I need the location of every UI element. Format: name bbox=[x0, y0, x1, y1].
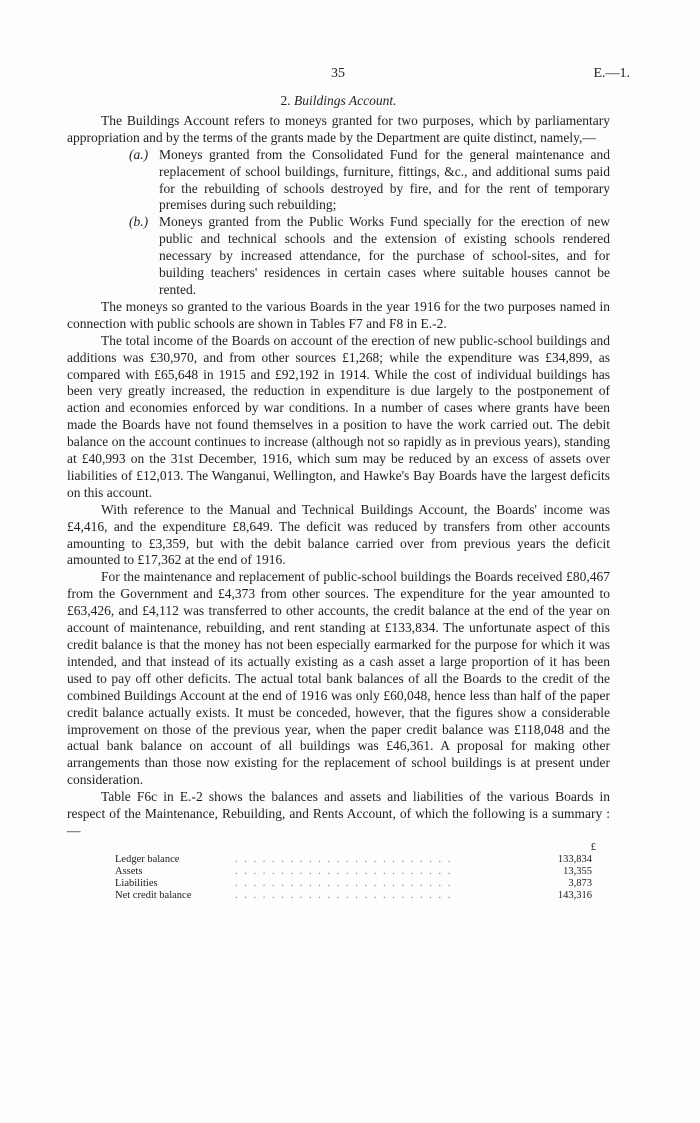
paragraph-manual-technical: With reference to the Manual and Technical Buildings Account, the Boards' income was £4,416, and the expenditure £8,649. The deficit was reduced by transfers from other accounts amounting to £3,359, but with the debit balance carried over from previous years the deficit amounted to £17,362 at the end of 1916. bbox=[67, 501, 610, 568]
list-item-a bbox=[129, 147, 610, 215]
list-marker-a: (a.) bbox=[129, 146, 149, 162]
paragraph-summary-intro: Table F6c in E.-2 shows the balances and assets and liabilities of the various Boards in respect of the Maintenance, Rebuilding, and Rents Account, of which the following is a summary :— bbox=[67, 789, 610, 838]
section-heading bbox=[67, 93, 610, 110]
summary-label: Liabilities bbox=[115, 877, 158, 889]
section-title: Buildings Account. bbox=[294, 93, 397, 108]
summary-label: Net credit balance bbox=[115, 889, 192, 901]
paragraph-intro: The Buildings Account refers to moneys granted for two purposes, which by parliamentary appropriation and by the terms of the grants made by the Department are quite distinct, namely,— bbox=[67, 112, 610, 145]
document-body bbox=[67, 93, 610, 902]
list-text-b: Moneys granted from the Public Works Fund specially for the erection of new public and technical schools and the extension of existing schools rendered necessary by increased attendance, for the purchase of school-sites, and for building teachers' residences in certain cases where suitable houses cannot be rented. bbox=[159, 214, 610, 297]
summary-row bbox=[115, 878, 610, 890]
summary-row bbox=[115, 890, 610, 902]
summary-label: Ledger balance bbox=[115, 853, 180, 865]
list-item-b bbox=[129, 214, 610, 299]
summary-value: 13,355 bbox=[563, 865, 592, 877]
list-marker-b: (b.) bbox=[129, 214, 149, 230]
leader-dots: . . . . . . . . . . . . . . . . . . . . . . . . bbox=[235, 889, 453, 901]
paragraph-new-buildings: The total income of the Boards on account of the erection of new public-school buildings and additions was £30,970, and from other sources £1,268; while the expenditure was £34,899, as compared with £65,648 in 1915 and £92,192 in 1914. While the cost of individual buildings has been very greatly increased, the reduction in expenditure is due largely to the postponement of action and economies enforced by war conditions. In a number of cases where grants have been made the Boards have not found themselves in a position to have the work carried out. The debit balance on the account continues to increase (although not so rapidly as in previous years), standing at £40,993 on the 31st December, 1916, which sum may be reduced by an excess of assets over liabilities of £12,013. The Wanganui, Wellington, and Hawke's Bay Boards have the largest deficits on this account. bbox=[67, 332, 610, 500]
leader-dots: . . . . . . . . . . . . . . . . . . . . . . . . bbox=[235, 865, 453, 877]
leader-dots: . . . . . . . . . . . . . . . . . . . . . . . . bbox=[235, 853, 453, 865]
summary-value: 143,316 bbox=[557, 889, 592, 901]
paragraph-grants-tables: The moneys so granted to the various Boards in the year 1916 for the two purposes named in connection with public schools are shown in Tables F7 and F8 in E.-2. bbox=[67, 298, 610, 331]
summary-value: 3,873 bbox=[568, 877, 592, 889]
list-text-a: Moneys granted from the Consolidated Fund for the general maintenance and replacement of school buildings, furniture, fittings, &c., and additional sums paid for the rebuilding of schools destroyed by fire, and for the rent of temporary premises during such rebuilding; bbox=[159, 146, 610, 213]
paragraph-maintenance: For the maintenance and replacement of public-school buildings the Boards received £80,467 from the Government and £4,373 from other sources. The expenditure for the year amounted to £63,426, and £4,112 was transferred to other accounts, the credit balance at the end of the year on account of maintenance, rebuilding, and rent standing at £133,834. The unfortunate aspect of this credit balance is that the money has not been especially earmarked for the purpose for which it was intended, and that instead of its actually existing as a cash asset a large proportion of it has been used to pay off other deficits. The actual total bank balances of all the Boards to the credit of the combined Buildings Account at the end of 1916 was only £60,048, hence less than half of the paper credit balance actually exists. It must be conceded, however, that the figures show a considerable improvement on those of the previous year, when the paper credit balance was £118,048 and the actual bank balance on account of all buildings was £46,361. A proposal for making other arrangements than those now existing for the replacement of school buildings is at present under consideration. bbox=[67, 569, 610, 788]
summary-row bbox=[115, 854, 610, 866]
document-reference: E.—1. bbox=[593, 66, 630, 81]
summary-currency-header: £ bbox=[590, 841, 596, 853]
leader-dots: . . . . . . . . . . . . . . . . . . . . . . . . bbox=[235, 877, 453, 889]
summary-label: Assets bbox=[115, 865, 143, 877]
summary-table bbox=[67, 842, 610, 902]
section-number: 2. bbox=[280, 93, 291, 108]
page-number: 35 bbox=[331, 66, 345, 81]
summary-value: 133,834 bbox=[557, 853, 592, 865]
summary-row bbox=[115, 866, 610, 878]
